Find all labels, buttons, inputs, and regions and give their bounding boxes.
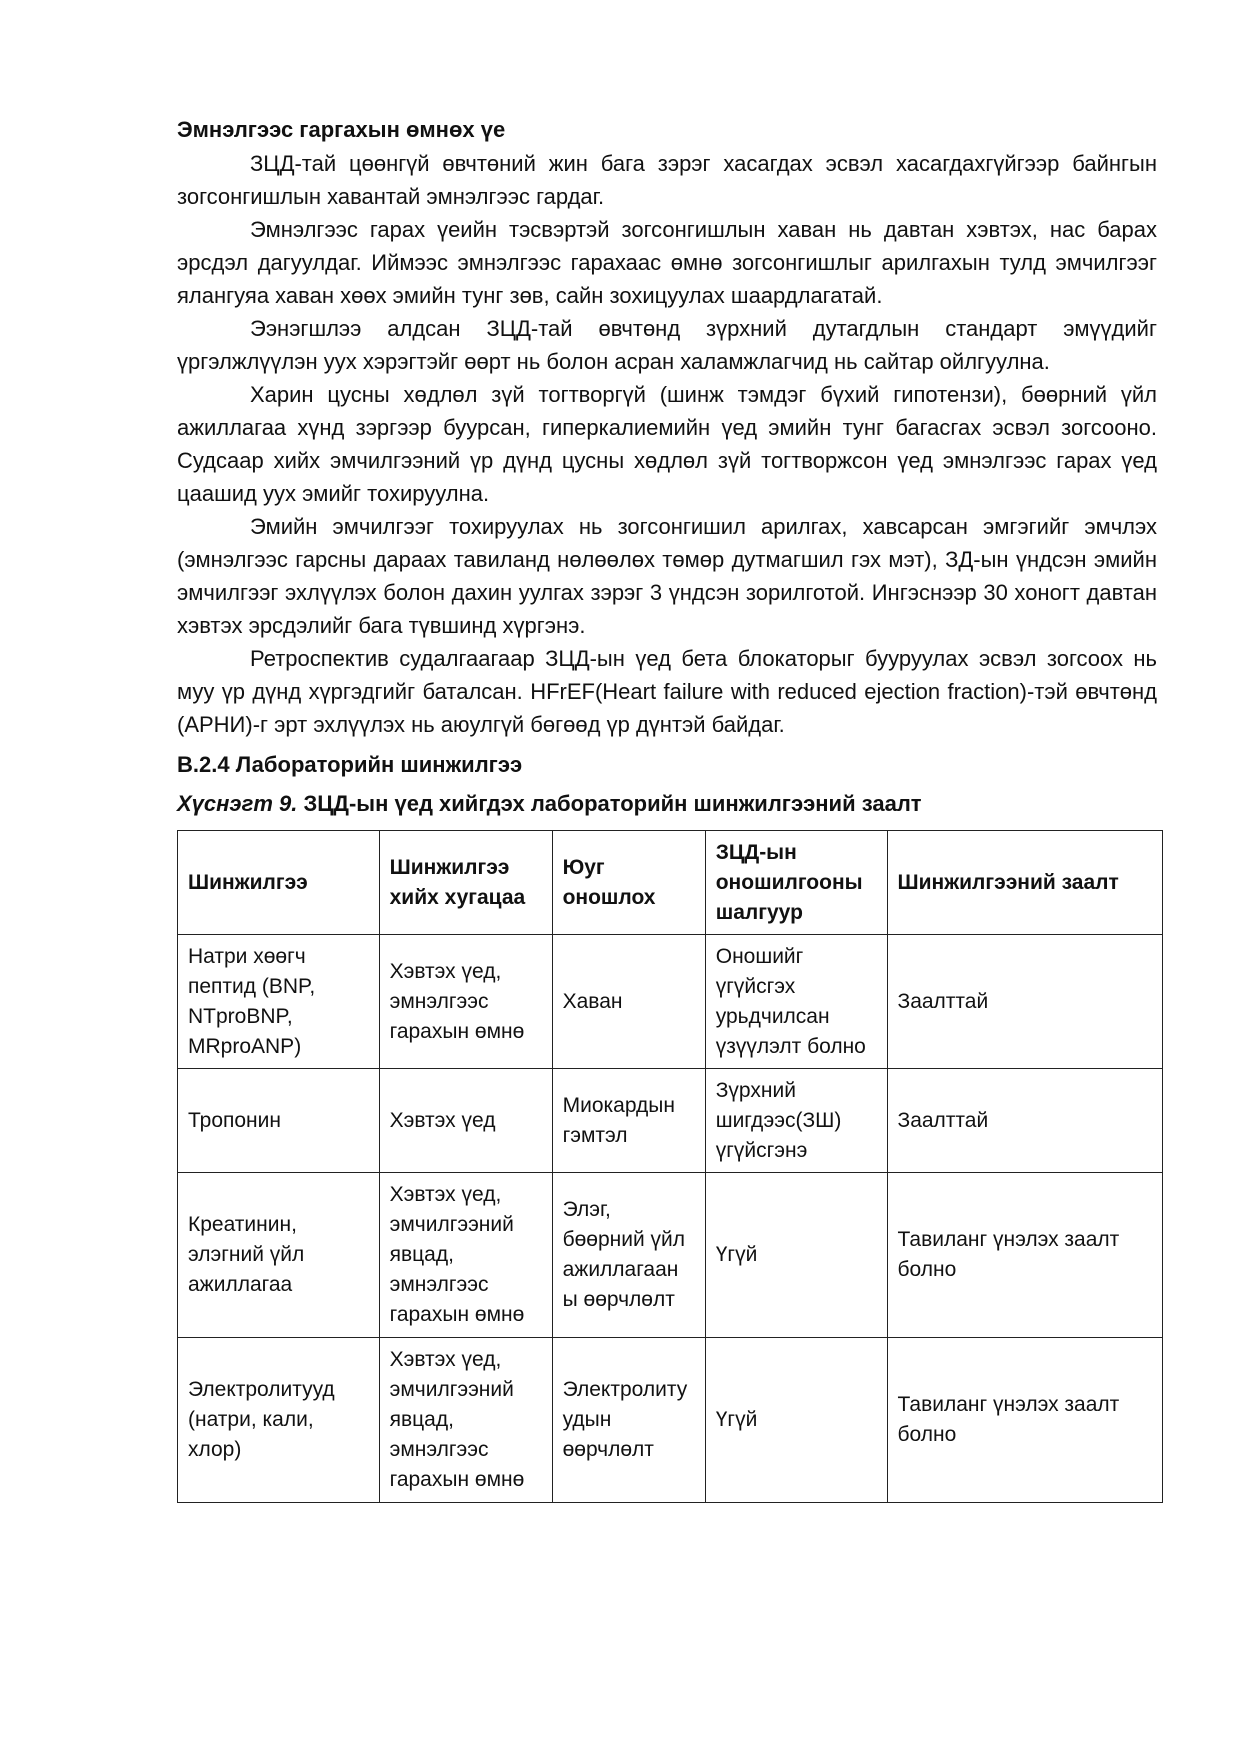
table-caption-label: Хүснэгт 9. [177,791,298,816]
table-row [178,935,1163,1069]
table-cell: Тропонин [178,1069,380,1173]
lab-tests-table [177,830,1163,1503]
table-cell: Электролитууд (натри, кали, хлор) [178,1338,380,1503]
header-cell: Шинжилгээ [178,831,380,935]
paragraph: Эмийн эмчилгээг тохируулах нь зогсонгишил арилгах, хавсарсан эмгэгийг эмчлэх (эмнэлгээс гарсны дараах тавиланд нөлөөлөх төмөр дутмагшил гэх мэт), ЗД-ын үндсэн эмийн эмчилгээг эхлүүлэх болон дахин уулгах зэрэг 3 үндсэн зорилготой. Ингэснээр 30 хоногт давтан хэвтэх эрсдэлийг бага түвшинд хүргэнэ. [177,514,1157,638]
paragraph: Ээнэгшлээ алдсан ЗЦД-тай өвчтөнд зүрхний дутагдлын стандарт эмүүдийг үргэлжлүүлэн уух хэрэгтэйг өөрт нь болон асран халамжлагчид нь сайтар ойлгуулна. [177,316,1157,374]
table-cell: Заалттай [887,935,1162,1069]
table-cell: Оношийг үгүйсгэх урьдчилсан үзүүлэлт болно [705,935,887,1069]
table-cell: Элэг, бөөрний үйл ажиллагаан ы өөрчлөлт [552,1173,705,1338]
table-cell: Заалттай [887,1069,1162,1173]
table-cell: Үгүй [705,1338,887,1503]
header-cell: ЗЦД-ын оношилгооны шалгуур [705,831,887,935]
header-cell: Шинжилгээний заалт [887,831,1162,935]
paragraph: ЗЦД-тай цөөнгүй өвчтөний жин бага зэрэг хасагдах эсвэл хасагдахгүйгээр байнгын зогсонгишлын хавантай эмнэлгээс гардаг. [177,151,1157,209]
paragraph: Эмнэлгээс гарах үеийн тэсвэртэй зогсонгишлын хаван нь давтан хэвтэх, нас барах эрсдэл дагуулдаг. Иймээс эмнэлгээс гарахаас өмнө зогсонгишлыг арилгахын тулд эмчилгээг ялангуяа хаван хөөх эмийн тунг зөв, сайн зохицуулах шаардлагатай. [177,217,1157,308]
table-cell: Креатинин, элэгний үйл ажиллагаа [178,1173,380,1338]
table-cell: Үгүй [705,1173,887,1338]
table-cell: Натри хөөгч пептид (BNP, NTproBNP, MRproANP) [178,935,380,1069]
table-row [178,1173,1163,1338]
table-cell: Хэвтэх үед [379,1069,552,1173]
paragraph: Ретроспектив судалгаагаар ЗЦД-ын үед бета блокаторыг бууруулах эсвэл зогсоох нь муу үр дүнд хүргэдгийг баталсан. HFrEF(Heart failure with reduced ejection fraction)-тэй өвчтөнд (АРНИ)-г эрт эхлүүлэх нь аюулгүй бөгөөд үр дүнтэй байдаг. [177,646,1157,737]
table-cell: Хэвтэх үед, эмчилгээний явцад, эмнэлгээс гарахын өмнө [379,1173,552,1338]
document-page [177,113,1157,1503]
table-cell: Электролиту удын өөрчлөлт [552,1338,705,1503]
table-row [178,1338,1163,1503]
header-cell: Юуг оношлох [552,831,705,935]
table-row [178,1069,1163,1173]
table-cell: Тавиланг үнэлэх заалт болно [887,1338,1162,1503]
table-cell: Хаван [552,935,705,1069]
table-cell: Хэвтэх үед, эмчилгээний явцад, эмнэлгээс гарахын өмнө [379,1338,552,1503]
table-header-row [178,831,1163,935]
table-caption-text: ЗЦД-ын үед хийгдэх лабораторийн шинжилгээний заалт [297,791,922,816]
table-cell: Тавиланг үнэлэх заалт болно [887,1173,1162,1338]
section-title: В.2.4 Лабораторийн шинжилгээ [177,752,523,777]
header-cell: Шинжилгээ хийх хугацаа [379,831,552,935]
subsection-heading: Эмнэлгээс гаргахын өмнөх үе [177,117,506,142]
table-cell: Хэвтэх үед, эмнэлгээс гарахын өмнө [379,935,552,1069]
table-cell: Зүрхний шигдээс(ЗШ) үгүйсгэнэ [705,1069,887,1173]
table-caption [177,787,1157,820]
paragraph: Харин цусны хөдлөл зүй тогтворгүй (шинж тэмдэг бүхий гипотензи), бөөрний үйл ажиллагаа хүнд зэргээр буурсан, гиперкалиемийн үед эмийн тунг багасгах эсвэл зогсооно. Судсаар хийх эмчилгээний үр дүнд цусны хөдлөл зүй тогтворжсон үед эмнэлгээс гарах үед цаашид уух эмийг тохируулна. [177,382,1157,506]
table-cell: Миокардын гэмтэл [552,1069,705,1173]
